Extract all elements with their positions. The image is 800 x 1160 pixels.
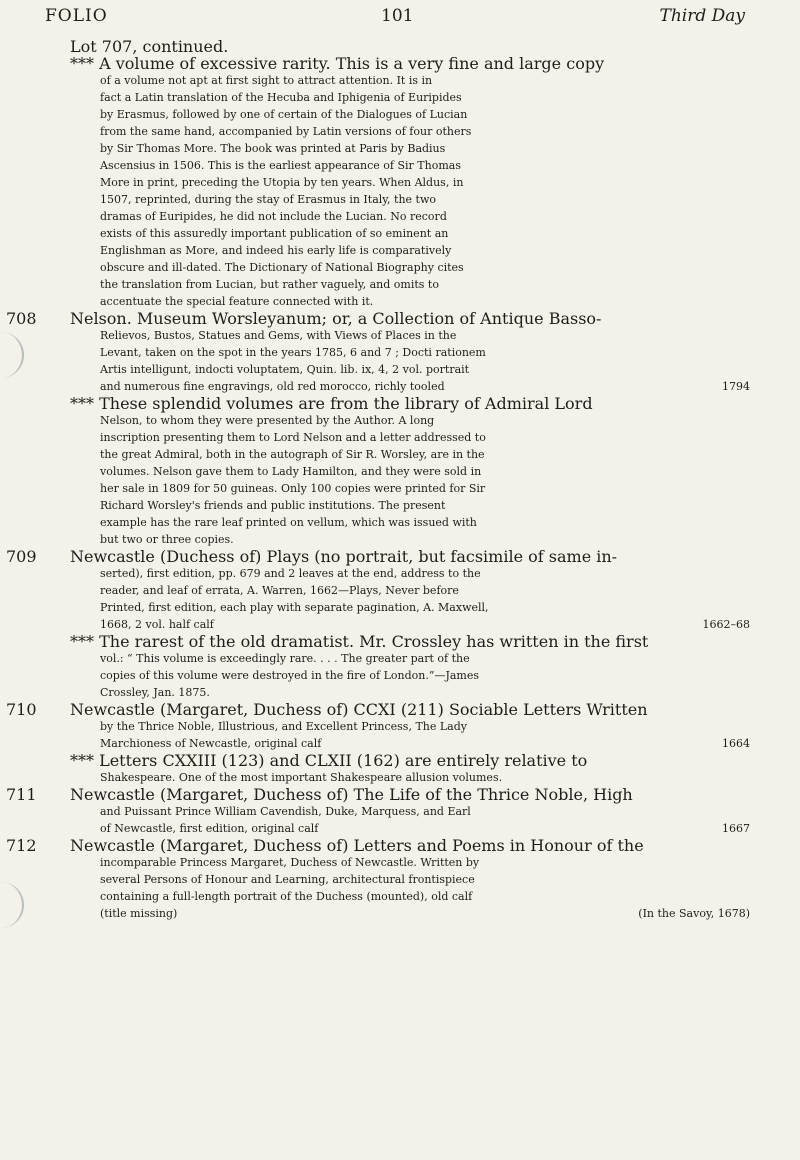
line-text: Printed, first edition, each play with separate pagination, A. Maxwell,: [100, 601, 489, 614]
page-header: [45, 6, 745, 36]
line-text: Crossley, Jan. 1875.: [100, 686, 210, 699]
line-text: but two or three copies.: [100, 533, 234, 546]
line-text: *** These splendid volumes are from the library of Admiral Lord: [70, 394, 593, 413]
text-line: [70, 72, 750, 89]
line-text: Newcastle (Margaret, Duchess of) CCXI (211) Sociable Letters Written: [70, 700, 648, 719]
line-text: exists of this assuredly important publication of so eminent an: [100, 227, 449, 240]
line-text: More in print, preceding the Utopia by ten years. When Aldus, in: [100, 176, 464, 189]
text-line: [70, 480, 750, 497]
line-text: reader, and leaf of errata, A. Warren, 1662—Plays, Never before: [100, 584, 459, 597]
line-text: Lot 707, continued.: [70, 37, 229, 56]
lot-date: (In the Savoy, 1678): [638, 907, 750, 920]
line-text: of a volume not apt at first sight to attract attention. It is in: [100, 74, 433, 87]
line-text: of Newcastle, first edition, original calf: [100, 822, 319, 835]
lot-number: 710: [6, 700, 37, 719]
catalogue-body: [6, 37, 750, 922]
line-text: by Erasmus, followed by one of certain of the Dialogues of Lucian: [100, 108, 468, 121]
lot-709: [6, 547, 750, 701]
lot-708: [6, 309, 750, 548]
line-text: Richard Worsley's friends and public institutions. The present: [100, 499, 446, 512]
text-line: [70, 378, 750, 395]
text-line: [70, 633, 750, 650]
line-text: her sale in 1809 for 50 guineas. Only 100 copies were printed for Sir: [100, 482, 486, 495]
lot-711: [6, 785, 750, 837]
text-line: [70, 531, 750, 548]
text-line: [70, 752, 750, 769]
lot-number: 711: [6, 785, 37, 804]
text-line: [70, 463, 750, 480]
line-text: Englishman as More, and indeed his early life is comparatively: [100, 244, 452, 257]
line-text: Relievos, Bustos, Statues and Gems, with Views of Places in the: [100, 329, 457, 342]
line-text: vol.: “ This volume is exceedingly rare. . . . The greater part of the: [100, 652, 470, 665]
line-text: Shakespeare. One of the most important Shakespeare allusion volumes.: [100, 771, 503, 784]
line-text: copies of this volume were destroyed in the fire of London.”—James: [100, 669, 480, 682]
text-line: [70, 905, 750, 922]
line-text: incomparable Princess Margaret, Duchess of Newcastle. Written by: [100, 856, 480, 869]
line-text: 1668, 2 vol. half calf: [100, 618, 214, 631]
line-text: 1507, reprinted, during the stay of Erasmus in Italy, the two: [100, 193, 436, 206]
line-text: by Sir Thomas More. The book was printed at Paris by Badius: [100, 142, 446, 155]
text-line: [70, 650, 750, 667]
text-line: [70, 242, 750, 259]
text-line: [70, 38, 750, 55]
line-text: several Persons of Honour and Learning, architectural frontispiece: [100, 873, 475, 886]
text-line: [70, 786, 750, 803]
line-text: Levant, taken on the spot in the years 1785, 6 and 7 ; Docti rationem: [100, 346, 486, 359]
text-line: [70, 769, 750, 786]
text-line: [70, 106, 750, 123]
lot-712: [6, 836, 750, 922]
text-line: [70, 854, 750, 871]
text-line: [70, 582, 750, 599]
line-text: Newcastle (Duchess of) Plays (no portrait, but facsimile of same in-: [70, 547, 618, 566]
line-text: dramas of Euripides, he did not include the Lucian. No record: [100, 210, 447, 223]
text-line: [70, 871, 750, 888]
line-text: volumes. Nelson gave them to Lady Hamilton, and they were sold in: [100, 465, 482, 478]
text-line: [70, 565, 750, 582]
text-line: [70, 327, 750, 344]
line-text: *** The rarest of the old dramatist. Mr. Crossley has written in the first: [70, 632, 649, 651]
text-line: [70, 820, 750, 837]
line-text: obscure and ill-dated. The Dictionary of National Biography cites: [100, 261, 464, 274]
lot-710: [6, 700, 750, 786]
line-text: and Puissant Prince William Cavendish, Duke, Marquess, and Earl: [100, 805, 471, 818]
text-line: [70, 174, 750, 191]
text-line: [70, 89, 750, 106]
line-text: by the Thrice Noble, Illustrious, and Excellent Princess, The Lady: [100, 720, 467, 733]
text-line: [70, 412, 750, 429]
text-line: [70, 140, 750, 157]
text-line: [70, 701, 750, 718]
line-text: the translation from Lucian, but rather vaguely, and omits to: [100, 278, 439, 291]
text-line: [70, 361, 750, 378]
lot-number: 712: [6, 836, 37, 855]
line-text: and numerous fine engravings, old red morocco, richly tooled: [100, 380, 445, 393]
lot-date: 1664: [722, 737, 750, 750]
line-text: Nelson. Museum Worsleyanum; or, a Collection of Antique Basso-: [70, 309, 602, 328]
text-line: [70, 344, 750, 361]
header-folio: FOLIO: [45, 6, 108, 26]
text-line: [70, 123, 750, 140]
line-text: Ascensius in 1506. This is the earliest appearance of Sir Thomas: [100, 159, 461, 172]
lot-number: 709: [6, 547, 37, 566]
line-text: from the same hand, accompanied by Latin versions of four others: [100, 125, 472, 138]
text-line: [70, 293, 750, 310]
text-line: [70, 599, 750, 616]
lot-date: 1794: [722, 380, 750, 393]
text-line: [70, 191, 750, 208]
text-line: [70, 514, 750, 531]
line-text: example has the rare leaf printed on vellum, which was issued with: [100, 516, 477, 529]
text-line: [70, 718, 750, 735]
text-line: [70, 429, 750, 446]
line-text: Artis intelligunt, indocti voluptatem, Quin. lib. ix, 4, 2 vol. portrait: [100, 363, 470, 376]
text-line: [70, 259, 750, 276]
text-line: [70, 735, 750, 752]
line-text: (title missing): [100, 907, 178, 920]
line-text: *** A volume of excessive rarity. This is a very fine and large copy: [70, 54, 605, 73]
lot-date: 1667: [722, 822, 750, 835]
line-text: containing a full-length portrait of the Duchess (mounted), old calf: [100, 890, 473, 903]
line-text: inscription presenting them to Lord Nelson and a letter addressed to: [100, 431, 486, 444]
header-day: Third Day: [659, 6, 745, 26]
line-text: Marchioness of Newcastle, original calf: [100, 737, 322, 750]
text-line: [70, 497, 750, 514]
text-line: [70, 55, 750, 72]
text-line: [70, 548, 750, 565]
text-line: [70, 837, 750, 854]
text-line: [70, 616, 750, 633]
lot-date: 1662–68: [702, 618, 750, 631]
line-text: *** Letters CXXIII (123) and CLXII (162) are entirely relative to: [70, 751, 588, 770]
line-text: accentuate the special feature connected with it.: [100, 295, 374, 308]
line-text: the great Admiral, both in the autograph of Sir R. Worsley, are in the: [100, 448, 485, 461]
page-number: 101: [381, 6, 414, 26]
text-line: [70, 667, 750, 684]
text-line: [70, 395, 750, 412]
page-stain: [0, 882, 24, 928]
line-text: Newcastle (Margaret, Duchess of) The Life of the Thrice Noble, High: [70, 785, 633, 804]
lot-number: 708: [6, 309, 37, 328]
lot-707: [70, 38, 750, 310]
line-text: Nelson, to whom they were presented by the Author. A long: [100, 414, 435, 427]
text-line: [70, 446, 750, 463]
text-line: [70, 684, 750, 701]
line-text: Newcastle (Margaret, Duchess of) Letters and Poems in Honour of the: [70, 836, 644, 855]
text-line: [70, 276, 750, 293]
text-line: [70, 310, 750, 327]
line-text: fact a Latin translation of the Hecuba and Iphigenia of Euripides: [100, 91, 462, 104]
text-line: [70, 888, 750, 905]
line-text: serted), first edition, pp. 679 and 2 leaves at the end, address to the: [100, 567, 481, 580]
text-line: [70, 157, 750, 174]
page-stain: [0, 332, 24, 378]
text-line: [70, 225, 750, 242]
text-line: [70, 803, 750, 820]
text-line: [70, 208, 750, 225]
